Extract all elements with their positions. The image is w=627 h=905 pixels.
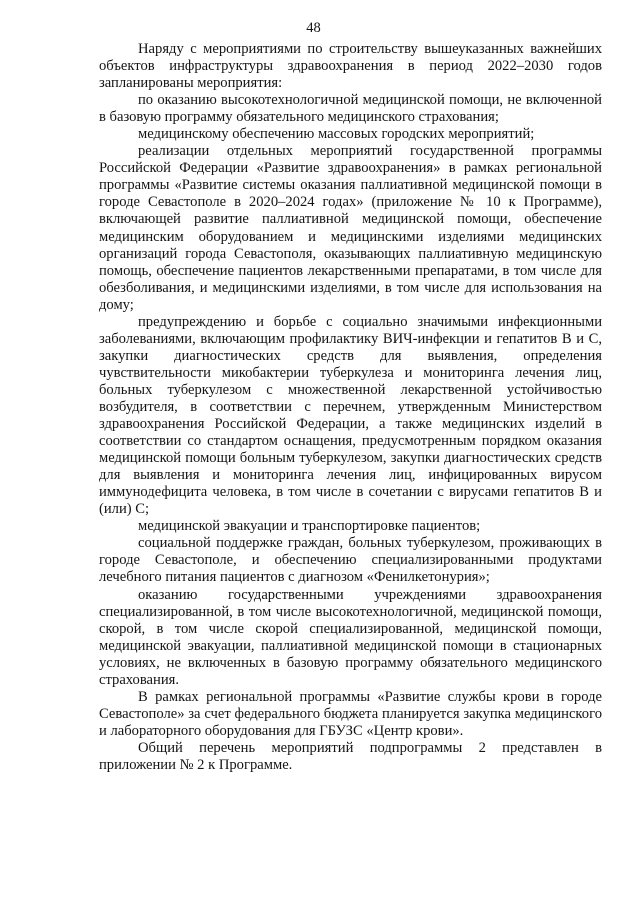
paragraph-high-tech-care: по оказанию высокотехнологичной медицинской помощи, не включенной в базовую программу обязательного медицинского страхования; (99, 92, 602, 126)
paragraph-infectious-diseases: предупреждению и борьбе с социально значимыми инфекционными заболеваниями, включающим профилактику ВИЧ-инфекции и гепатитов В и С, закупки диагностических средств для выявления, определения чувствительности микобактерии туберкулеза и мониторинга лечения лиц, больных туберкулезом с множественной лекарственной устойчивостью возбудителя, в соответствии с перечнем, утвержденным Министерством здравоохранения Российской Федерации, а также медицинских изделий в соответствии со стандартом оснащения, предусмотренным порядком оказания медицинской помощи больным туберкулезом, закупки диагностических средств для выявления и мониторинга лечения лиц, инфицированных вирусом иммунодефицита человека, в том числе в сочетании с вирусами гепатитов В и (или) С; (99, 313, 602, 518)
paragraph-blood-service: В рамках региональной программы «Развитие службы крови в городе Севастополе» за счет федерального бюджета планируется закупка медицинского и лабораторного оборудования для ГБУЗС «Центр крови». (99, 688, 602, 739)
paragraph-appendix-reference: Общий перечень мероприятий подпрограммы 2 представлен в приложении № 2 к Программе. (99, 739, 602, 773)
paragraph-social-support: социальной поддержке граждан, больных туберкулезом, проживающих в городе Севастополе, и обеспечению специализированными продуктами лечебного питания пациентов с диагнозом «Фенилкетонурия»; (99, 535, 602, 586)
paragraph-state-institutions: оказанию государственными учреждениями здравоохранения специализированной, в том числе высокотехнологичной, медицинской помощи, скорой, в том числе скорой специализированной, медицинской помощи, медицинской эвакуации, паллиативной медицинской помощи в стационарных условиях, не включенных в базовую программу обязательного медицинского страхования. (99, 586, 602, 688)
paragraph-evacuation: медицинской эвакуации и транспортировке пациентов; (138, 518, 481, 535)
page-number: 48 (306, 20, 321, 36)
paragraph-intro: Наряду с мероприятиями по строительству вышеуказанных важнейших объектов инфраструктуры здравоохранения в период 2022–2030 годов запланированы мероприятия: (99, 41, 602, 92)
paragraph-mass-events: медицинскому обеспечению массовых городских мероприятий; (138, 126, 535, 143)
document-body (99, 41, 602, 774)
paragraph-palliative-care: реализации отдельных мероприятий государственной программы Российской Федерации «Развитие здравоохранения» в рамках региональной программы «Развитие системы оказания паллиативной медицинской помощи в городе Севастополе в 2020–2024 годах» (приложение № 10 к Программе), включающей развитие паллиативной медицинской помощи, обеспечение медицинским оборудованием и медицинскими изделиями медицинских организаций города Севастополя, оказывающих паллиативную медицинскую помощь, обеспечение пациентов лекарственными препаратами, в том числе для обезболивания, и медицинскими изделиями, в том числе для использования на дому; (99, 143, 602, 313)
